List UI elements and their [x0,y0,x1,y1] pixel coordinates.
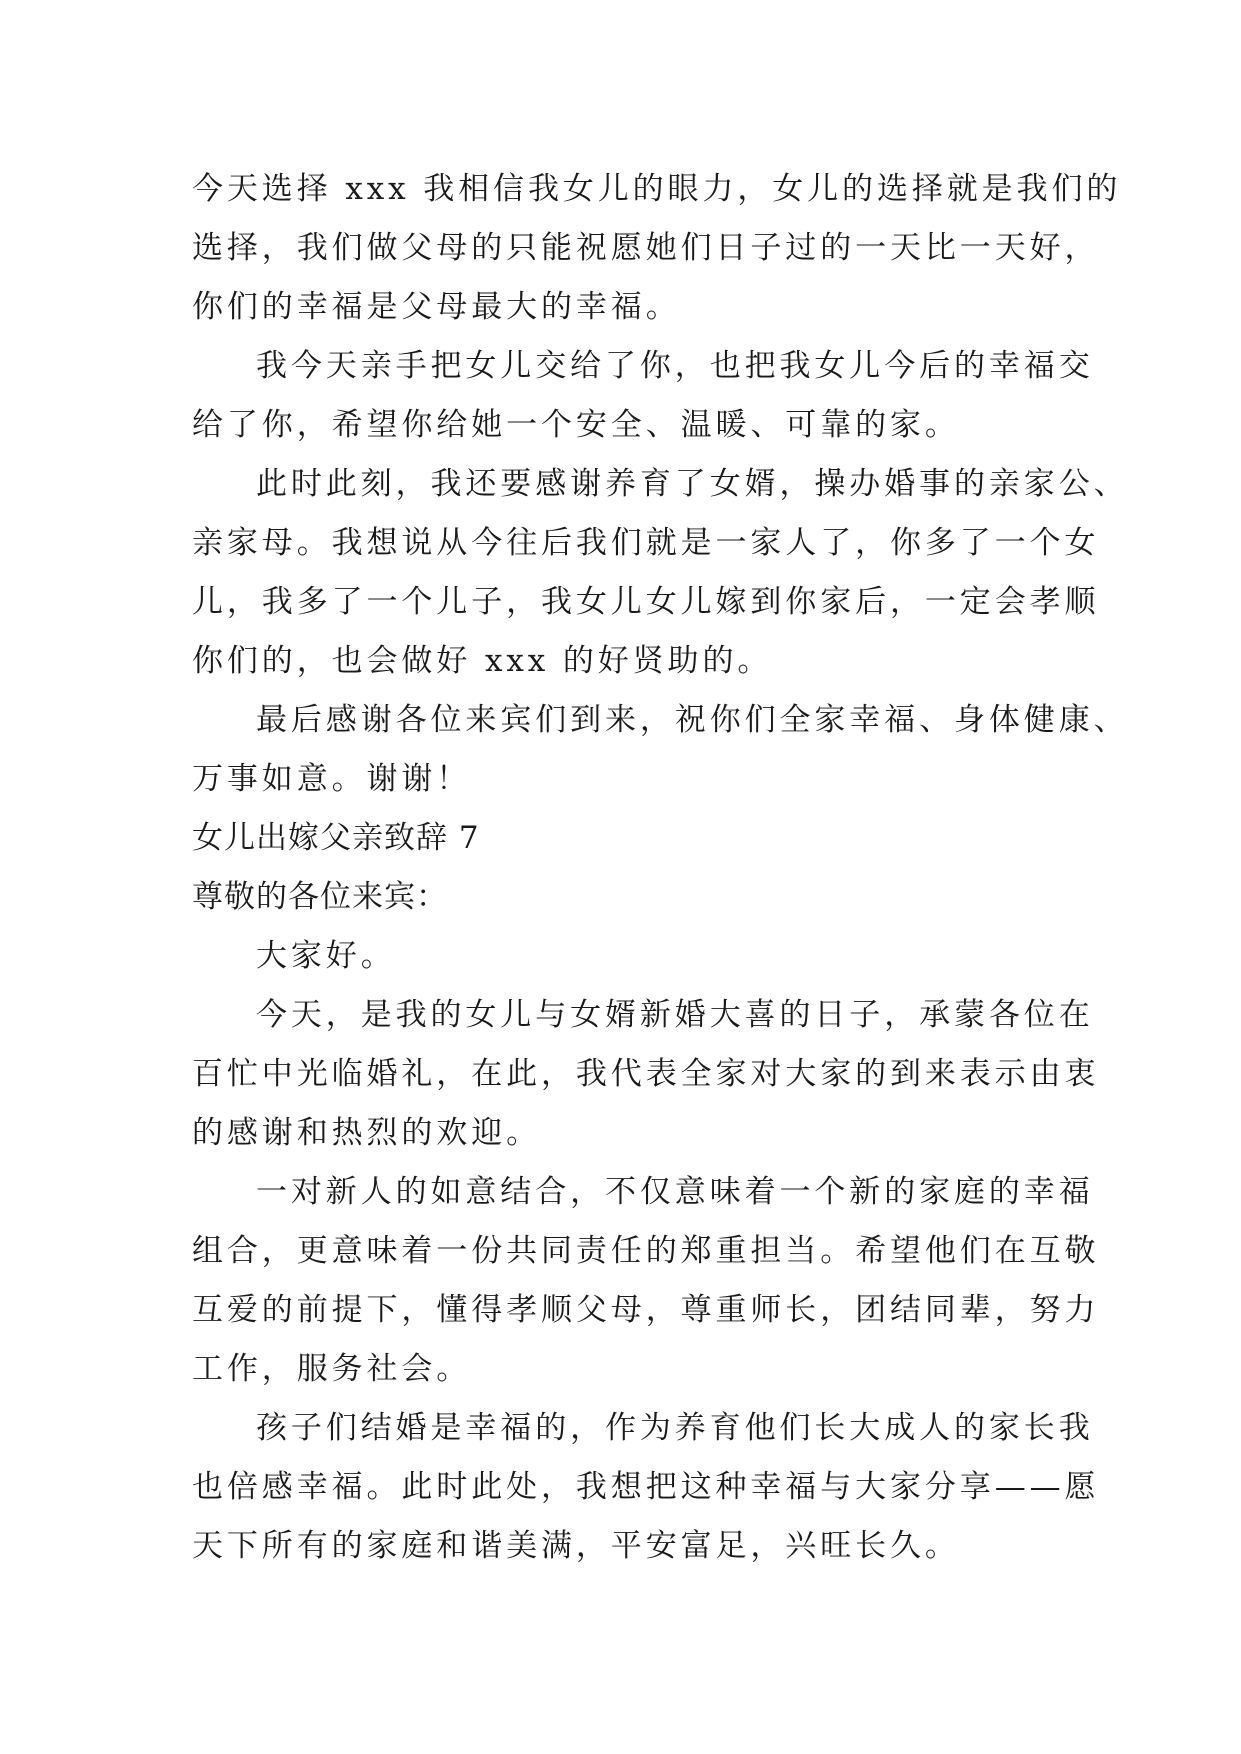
text-line: 选择，我们做父母的只能祝愿她们日子过的一天比一天好， [192,230,1100,266]
text-line: 的感谢和热烈的欢迎。 [192,1115,541,1151]
text-line: 给了你，希望你给她一个安全、温暖、可靠的家。 [192,407,960,443]
text-line: 你们的，也会做好 xxx 的好贤助的。 [192,643,773,679]
salutation: 尊敬的各位来宾： [192,879,448,915]
section-title: 女儿出嫁父亲致辞 7 [192,820,480,856]
text-line: 此时此刻，我还要感谢养育了女婿，操办婚事的亲家公、 [256,466,1129,502]
text-line: 互爱的前提下，懂得孝顺父母，尊重师长，团结同辈，努力 [192,1292,1100,1328]
text-line: 大家好。 [256,938,396,974]
paragraph [192,160,1122,337]
text-line: 组合，更意味着一份共同责任的郑重担当。希望他们在互敬 [192,1233,1100,1269]
text-line: 你们的幸福是父母最大的幸福。 [192,289,681,325]
paragraph [192,1163,1100,1399]
paragraph [192,455,1129,691]
text-line: 今天，是我的女儿与女婿新婚大喜的日子，承蒙各位在 [256,997,1094,1033]
text-line: 最后感谢各位来宾们到来，祝你们全家幸福、身体健康、 [256,702,1129,738]
text-line: 亲家母。我想说从今往后我们就是一家人了，你多了一个女 [192,525,1100,561]
text-line: 百忙中光临婚礼，在此，我代表全家对大家的到来表示由衷 [192,1056,1100,1092]
text-line: 也倍感幸福。此时此处，我想把这种幸福与大家分享——愿 [192,1469,1100,1505]
text-line: 孩子们结婚是幸福的，作为养育他们长大成人的家长我 [256,1410,1094,1446]
text-line: 天下所有的家庭和谐美满，平安富足，兴旺长久。 [192,1528,960,1564]
paragraph [192,927,1072,986]
text-line: 儿，我多了一个儿子，我女儿女儿嫁到你家后，一定会孝顺 [192,584,1100,620]
paragraph [192,691,1129,809]
text-line: 工作，服务社会。 [192,1351,472,1387]
text-line: 一对新人的如意结合，不仅意味着一个新的家庭的幸福 [256,1174,1094,1210]
paragraph [192,986,1100,1163]
paragraph [192,337,1094,455]
paragraph [192,1399,1100,1576]
text-line: 万事如意。谢谢！ [192,761,472,797]
text-line: 我今天亲手把女儿交给了你，也把我女儿今后的幸福交 [256,348,1094,384]
text-line: 今天选择 xxx 我相信我女儿的眼力，女儿的选择就是我们的 [192,171,1122,207]
document-body [192,160,1129,1576]
